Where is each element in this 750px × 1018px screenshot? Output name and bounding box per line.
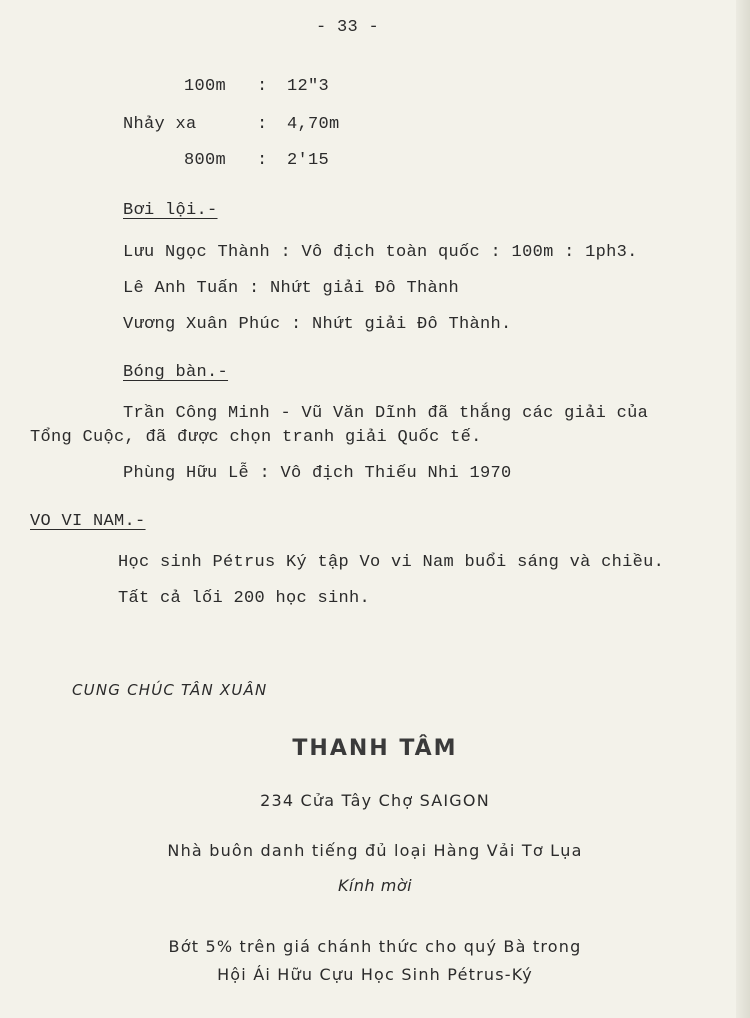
result-event: 100m — [184, 77, 227, 96]
vovinam-line: Học sinh Pétrus Ký tập Vo vi Nam buổi sáng và chiều. — [118, 553, 665, 572]
result-event: Nhảy xa — [123, 115, 197, 134]
vovinam-heading: VO VI NAM.- — [30, 512, 146, 531]
table-tennis-line: Phùng Hữu Lễ : Vô địch Thiếu Nhi 1970 — [123, 464, 512, 483]
table-tennis-line: Tổng Cuộc, đã được chọn tranh giải Quốc tế. — [30, 428, 482, 447]
ad-discount-line: Hội Ái Hữu Cựu Học Sinh Pétrus-Ký — [217, 965, 533, 984]
result-separator: : — [257, 77, 268, 96]
table-tennis-line: Trần Công Minh - Vũ Văn Dĩnh đã thắng các giải của — [123, 404, 649, 423]
result-value: 2'15 — [287, 151, 330, 170]
result-value: 12"3 — [287, 77, 330, 96]
table-tennis-heading: Bóng bàn.- — [123, 363, 229, 382]
swimming-line: Lê Anh Tuấn : Nhứt giải Đô Thành — [123, 279, 460, 298]
ad-discount-line: Bớt 5% trên giá chánh thức cho quý Bà trong — [168, 937, 582, 956]
swimming-line: Vương Xuân Phúc : Nhứt giải Đô Thành. — [123, 315, 512, 334]
ad-greeting: CUNG CHÚC TÂN XUÂN — [72, 681, 268, 699]
result-value: 4,70m — [287, 115, 340, 134]
ad-description: Nhà buôn danh tiếng đủ loại Hàng Vải Tơ Lụa — [167, 841, 583, 860]
swimming-line: Lưu Ngọc Thành : Vô địch toàn quốc : 100m : 1ph3. — [123, 243, 638, 262]
ad-address: 234 Cửa Tây Chợ SAIGON — [260, 791, 490, 810]
result-separator: : — [257, 115, 268, 134]
result-separator: : — [257, 151, 268, 170]
page-number: - 33 - — [316, 18, 380, 37]
vovinam-line: Tất cả lối 200 học sinh. — [118, 589, 371, 608]
swimming-heading: Bơi lội.- — [123, 201, 218, 220]
result-event: 800m — [184, 151, 227, 170]
ad-invite: Kính mời — [337, 876, 413, 895]
ad-brand-name: THANH TÂM — [292, 736, 458, 761]
page-edge-shadow — [736, 0, 750, 1018]
